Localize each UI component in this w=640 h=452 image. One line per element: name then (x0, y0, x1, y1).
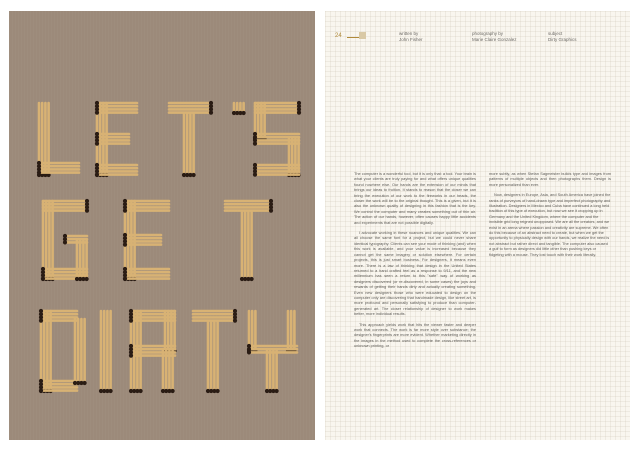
matchstick (171, 351, 175, 393)
matchstick (161, 351, 165, 393)
matchstick (79, 319, 83, 385)
matchstick (99, 311, 103, 393)
matchstick (123, 209, 169, 213)
matchstick (129, 354, 175, 358)
matchstick (192, 113, 196, 177)
matchstick (167, 351, 171, 393)
page-gutter (315, 11, 325, 440)
matchstick (209, 321, 213, 393)
credit-author (399, 31, 423, 42)
matchstick (169, 107, 213, 111)
matchstick (83, 319, 87, 385)
credit-value: Marie Claire Gonzalez (472, 36, 517, 42)
credit-label: photography by (472, 31, 504, 36)
matchstick (73, 319, 77, 385)
matchstick (250, 211, 254, 281)
matchstick (169, 104, 213, 108)
credit-value: Dirty Graphics (548, 36, 577, 42)
matchstick (123, 273, 169, 277)
credit-label: subject (548, 31, 563, 36)
matchstick (253, 132, 299, 136)
body-paragraph: This approach yields work that hits the viewer faster and deeper work that connects. The work is far more style over substance; the designer's fingerprints are more evident. Whether marketing directly in the images in the method used to complete the cross-references or unknown printing, or (354, 321, 476, 349)
credit-photographer (472, 31, 517, 42)
magazine-spread (9, 11, 630, 440)
credit-subject (548, 31, 577, 42)
article-column-right (489, 171, 611, 262)
matchstick (164, 351, 168, 393)
matchstick (225, 199, 273, 203)
matchstick (109, 311, 113, 393)
accent-square (359, 32, 366, 39)
matchstick (275, 351, 279, 393)
matchstick (225, 205, 273, 209)
matchstick (63, 234, 87, 238)
matchstick (271, 351, 275, 393)
matchstick (123, 202, 169, 206)
matchstick (169, 101, 213, 105)
matchstick (265, 351, 269, 393)
body-paragraph: Now, designers in Europe, Asia, and South America have joined the ranks of purveyors of hand-drawn type and imperfect photography and illustration. Designers in Mexico and Cuba have continued a long held tradition of this type of execution, but now we see it cropping up in Germany and the United Kingdom, where the computer and the invisible grid long reigned unopposed. We are all the creators, and we exist in an arena where passion and creativity are supreme. We often do this because of an abstract need to create, but when we get the opportunity to physically design with our hands, we realize the need is not abstract but rather direct and tangible. The computer also caused a gulf to form as designers did little other than pushing keys or fidgeting with a mouse. They lost touch with their work literally. (489, 192, 611, 257)
matchstick (193, 309, 237, 313)
matchstick (243, 211, 247, 281)
matchstick (225, 202, 273, 206)
matchstick-title-art (9, 11, 315, 440)
matchstick (240, 211, 244, 281)
body-paragraph: I advocate working in these nuances and unique qualities. We can all choose the same font for a project, but we could never share identical typography. Clients can see your mode of thinking (and) when this work is available, and your value is increased because they cannot get the same imagery or solution elsewhere. For certain projects, this is just smart business. For designers, it means even more. There is a law of thinking that design in the United States returned to a hand crafted feel as a response to 9/11, and the new millennium has seen a return to this "safe" way of working as designers discovered (or re-discovered, in some cases) the joys and rewards of getting their hands dirty and actually creating something. Even new designers those who were educated to design on the computer only are discovering that handmade design, like street art, is more profound and personally satisfying to produce than computer-generated art. The closer relationship of designer to work makes better, more individual results. (354, 230, 476, 317)
matchstick (268, 351, 272, 393)
matchstick (123, 199, 169, 203)
article-page (325, 11, 630, 440)
matchstick (102, 311, 106, 393)
matchstick (212, 321, 216, 393)
matchstick (182, 113, 186, 177)
matchstick (216, 321, 220, 393)
matchstick (123, 270, 169, 274)
photo-page (9, 11, 315, 440)
matchstick (242, 103, 246, 115)
matchstick (206, 321, 210, 393)
page-number: 24 (335, 33, 342, 39)
credit-value: John Fisher (399, 36, 423, 42)
matchstick (123, 205, 169, 209)
matchstick (105, 311, 109, 393)
matchstick (193, 312, 237, 316)
body-paragraph: more subtly, as when Stefan Sagmeister builds type and images from patterns of multiple objects and then photographs them. Design is more personalized than ever. (489, 171, 611, 187)
matchstick (76, 319, 80, 385)
matchstick (123, 267, 169, 271)
matchstick (193, 315, 237, 319)
matchstick (246, 211, 250, 281)
article-column-left (354, 171, 476, 354)
matchstick (185, 113, 189, 177)
credit-label: written by (399, 31, 419, 36)
body-paragraph: The computer is a wonderful tool, but it is only that: a tool. Your brain is what your clients are truly paying for and what offers unique qualities found nowhere else. Our hands are the extension of our minds that brings our ideas to fruition. It stands to reason that the closer we can bring the execution of our work to the fireworks in our heads, the closer the work will be to the original thought. This is a given, but it is also the unknown quality of designing in this fashion that is the key. We control the computer and many creates something out of thin air. The action of our hands, however, often causes happy little accidents and experiments that are not possible digitally. (354, 171, 476, 225)
matchstick (188, 113, 192, 177)
